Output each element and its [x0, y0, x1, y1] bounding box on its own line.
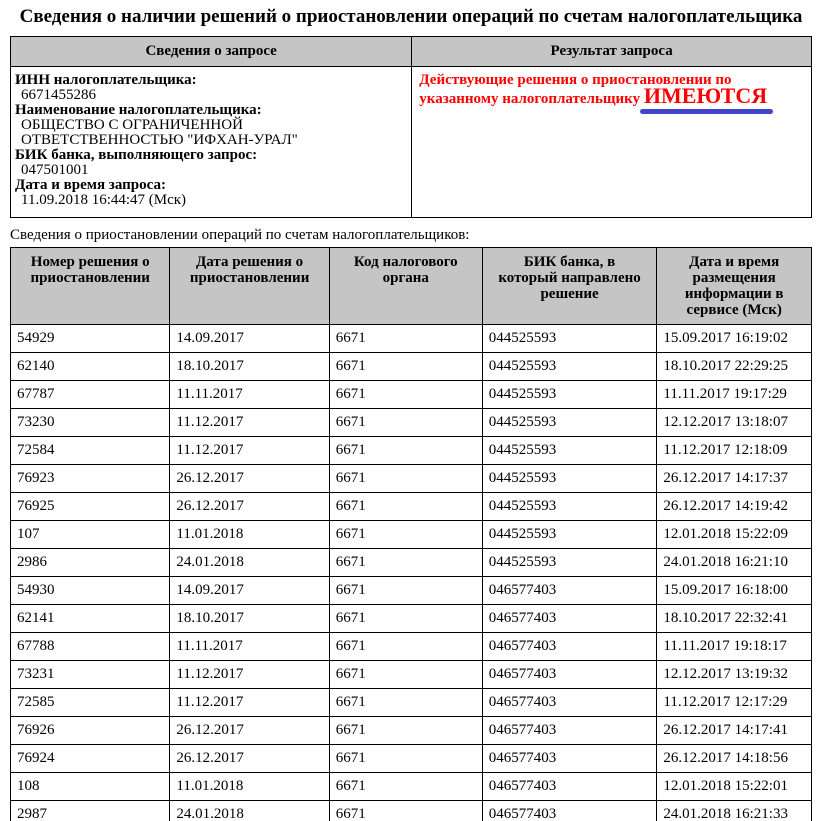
table-row [11, 549, 812, 577]
table-cell: 18.10.2017 22:32:41 [657, 605, 812, 633]
table-cell: 11.12.2017 12:18:09 [657, 437, 812, 465]
page-title: Сведения о наличии решений о приостановлении операций по счетам налогоплательщика [19, 6, 803, 27]
table-cell: 6671 [329, 633, 482, 661]
table-cell: 11.12.2017 [170, 437, 329, 465]
request-info-value: ОБЩЕСТВО С ОГРАНИЧЕННОЙ ОТВЕТСТВЕННОСТЬЮ "ИФХАН-УРАЛ" [21, 117, 298, 148]
request-info-label: Наименование налогоплательщика: [15, 102, 262, 118]
table-cell: 6671 [329, 605, 482, 633]
table-cell: 72585 [11, 689, 170, 717]
table-row [11, 605, 812, 633]
table-cell: 11.11.2017 [170, 633, 329, 661]
request-info-header: Сведения о запросе [11, 37, 412, 67]
table-cell: 6671 [329, 577, 482, 605]
table-cell: 6671 [329, 745, 482, 773]
table-cell: 6671 [329, 521, 482, 549]
table-cell: 6671 [329, 549, 482, 577]
table-cell: 108 [11, 773, 170, 801]
table-cell: 76923 [11, 465, 170, 493]
table-cell: 26.12.2017 [170, 717, 329, 745]
table-cell: 044525593 [482, 465, 657, 493]
table-cell: 2987 [11, 801, 170, 821]
table-cell: 24.01.2018 [170, 801, 329, 821]
table-cell: 11.12.2017 12:17:29 [657, 689, 812, 717]
table-cell: 76925 [11, 493, 170, 521]
table-row [11, 325, 812, 353]
table-cell: 11.11.2017 [170, 381, 329, 409]
table-cell: 54930 [11, 577, 170, 605]
request-result-header: Результат запроса [412, 37, 812, 67]
table-row [11, 353, 812, 381]
table-cell: 046577403 [482, 605, 657, 633]
column-header: БИК банка, в который направлено решение [482, 248, 657, 325]
table-cell: 11.01.2018 [170, 521, 329, 549]
suspension-table [10, 247, 812, 821]
table-cell: 24.01.2018 [170, 549, 329, 577]
column-header: Дата и время размещения информации в сервисе (Мск) [657, 248, 812, 325]
table-cell: 044525593 [482, 437, 657, 465]
table-cell: 6671 [329, 437, 482, 465]
table-cell: 044525593 [482, 409, 657, 437]
table-cell: 046577403 [482, 773, 657, 801]
table-cell: 26.12.2017 14:19:42 [657, 493, 812, 521]
table-row [11, 801, 812, 821]
result-alert-text: Действующие решения о приостановлении по указанному налогоплательщику [419, 72, 732, 107]
suspension-section-label: Сведения о приостановлении операций по счетам налогоплательщиков: [10, 227, 470, 243]
table-cell: 044525593 [482, 549, 657, 577]
table-cell: 044525593 [482, 325, 657, 353]
table-cell: 6671 [329, 801, 482, 821]
column-header: Номер решения о приостановлении [11, 248, 170, 325]
table-row [11, 521, 812, 549]
table-cell: 76926 [11, 717, 170, 745]
table-row [11, 381, 812, 409]
table-cell: 6671 [329, 661, 482, 689]
table-cell: 6671 [329, 493, 482, 521]
table-cell: 26.12.2017 [170, 465, 329, 493]
table-cell: 12.01.2018 15:22:01 [657, 773, 812, 801]
suspension-table-body [11, 325, 812, 821]
table-cell: 6671 [329, 717, 482, 745]
table-cell: 046577403 [482, 717, 657, 745]
table-cell: 6671 [329, 409, 482, 437]
column-header: Дата решения о приостановлении [170, 248, 329, 325]
table-cell: 046577403 [482, 577, 657, 605]
table-cell: 14.09.2017 [170, 325, 329, 353]
table-row [11, 689, 812, 717]
table-row [11, 577, 812, 605]
table-row [11, 409, 812, 437]
table-cell: 046577403 [482, 689, 657, 717]
marker-underline-annotation [640, 109, 773, 114]
table-cell: 11.01.2018 [170, 773, 329, 801]
table-cell: 11.11.2017 19:17:29 [657, 381, 812, 409]
table-cell: 67787 [11, 381, 170, 409]
table-cell: 26.12.2017 14:18:56 [657, 745, 812, 773]
request-info-value: 6671455286 [21, 87, 96, 103]
table-cell: 12.12.2017 13:19:32 [657, 661, 812, 689]
request-info-value: 11.09.2018 16:44:47 (Мск) [21, 192, 187, 208]
table-cell: 76924 [11, 745, 170, 773]
table-cell: 2986 [11, 549, 170, 577]
table-cell: 62141 [11, 605, 170, 633]
table-cell: 18.10.2017 22:29:25 [657, 353, 812, 381]
table-cell: 6671 [329, 325, 482, 353]
table-cell: 26.12.2017 [170, 745, 329, 773]
table-cell: 6671 [329, 773, 482, 801]
table-row [11, 437, 812, 465]
table-cell: 12.01.2018 15:22:09 [657, 521, 812, 549]
table-cell: 67788 [11, 633, 170, 661]
table-cell: 24.01.2018 16:21:33 [657, 801, 812, 821]
suspension-table-header-row [11, 248, 812, 325]
table-cell: 73230 [11, 409, 170, 437]
request-summary-table [10, 36, 812, 218]
table-cell: 15.09.2017 16:19:02 [657, 325, 812, 353]
request-info [15, 73, 407, 208]
table-cell: 044525593 [482, 521, 657, 549]
request-summary-body-row [11, 67, 812, 218]
table-cell: 73231 [11, 661, 170, 689]
table-cell: 044525593 [482, 353, 657, 381]
table-cell: 26.12.2017 14:17:37 [657, 465, 812, 493]
table-cell: 044525593 [482, 381, 657, 409]
table-cell: 24.01.2018 16:21:10 [657, 549, 812, 577]
table-cell: 18.10.2017 [170, 605, 329, 633]
result-emphasis-label: ИМЕЮТСЯ [643, 83, 768, 108]
table-cell: 046577403 [482, 633, 657, 661]
request-info-value: 047501001 [21, 162, 89, 178]
table-cell: 6671 [329, 381, 482, 409]
table-row [11, 745, 812, 773]
request-summary-header-row [11, 37, 812, 67]
table-cell: 044525593 [482, 493, 657, 521]
table-row [11, 493, 812, 521]
table-row [11, 465, 812, 493]
table-cell: 6671 [329, 465, 482, 493]
table-row [11, 633, 812, 661]
request-info-label: Дата и время запроса: [15, 177, 166, 193]
table-cell: 11.12.2017 [170, 689, 329, 717]
table-cell: 107 [11, 521, 170, 549]
table-cell: 72584 [11, 437, 170, 465]
table-cell: 046577403 [482, 661, 657, 689]
table-cell: 18.10.2017 [170, 353, 329, 381]
result-emphasis-word [644, 83, 767, 108]
table-cell: 046577403 [482, 801, 657, 821]
table-cell: 26.12.2017 14:17:41 [657, 717, 812, 745]
table-cell: 12.12.2017 13:18:07 [657, 409, 812, 437]
table-row [11, 717, 812, 745]
table-cell: 11.12.2017 [170, 661, 329, 689]
table-cell: 11.11.2017 19:18:17 [657, 633, 812, 661]
table-row [11, 661, 812, 689]
table-cell: 6671 [329, 689, 482, 717]
table-cell: 14.09.2017 [170, 577, 329, 605]
request-info-label: ИНН налогоплательщика: [15, 72, 197, 88]
column-header: Код налогового органа [329, 248, 482, 325]
table-cell: 15.09.2017 16:18:00 [657, 577, 812, 605]
table-cell: 046577403 [482, 745, 657, 773]
table-cell: 26.12.2017 [170, 493, 329, 521]
request-info-cell [11, 67, 412, 218]
request-result-cell [412, 67, 812, 218]
table-row [11, 773, 812, 801]
request-info-label: БИК банка, выполняющего запрос: [15, 147, 258, 163]
table-cell: 62140 [11, 353, 170, 381]
table-cell: 6671 [329, 353, 482, 381]
table-cell: 11.12.2017 [170, 409, 329, 437]
table-cell: 54929 [11, 325, 170, 353]
